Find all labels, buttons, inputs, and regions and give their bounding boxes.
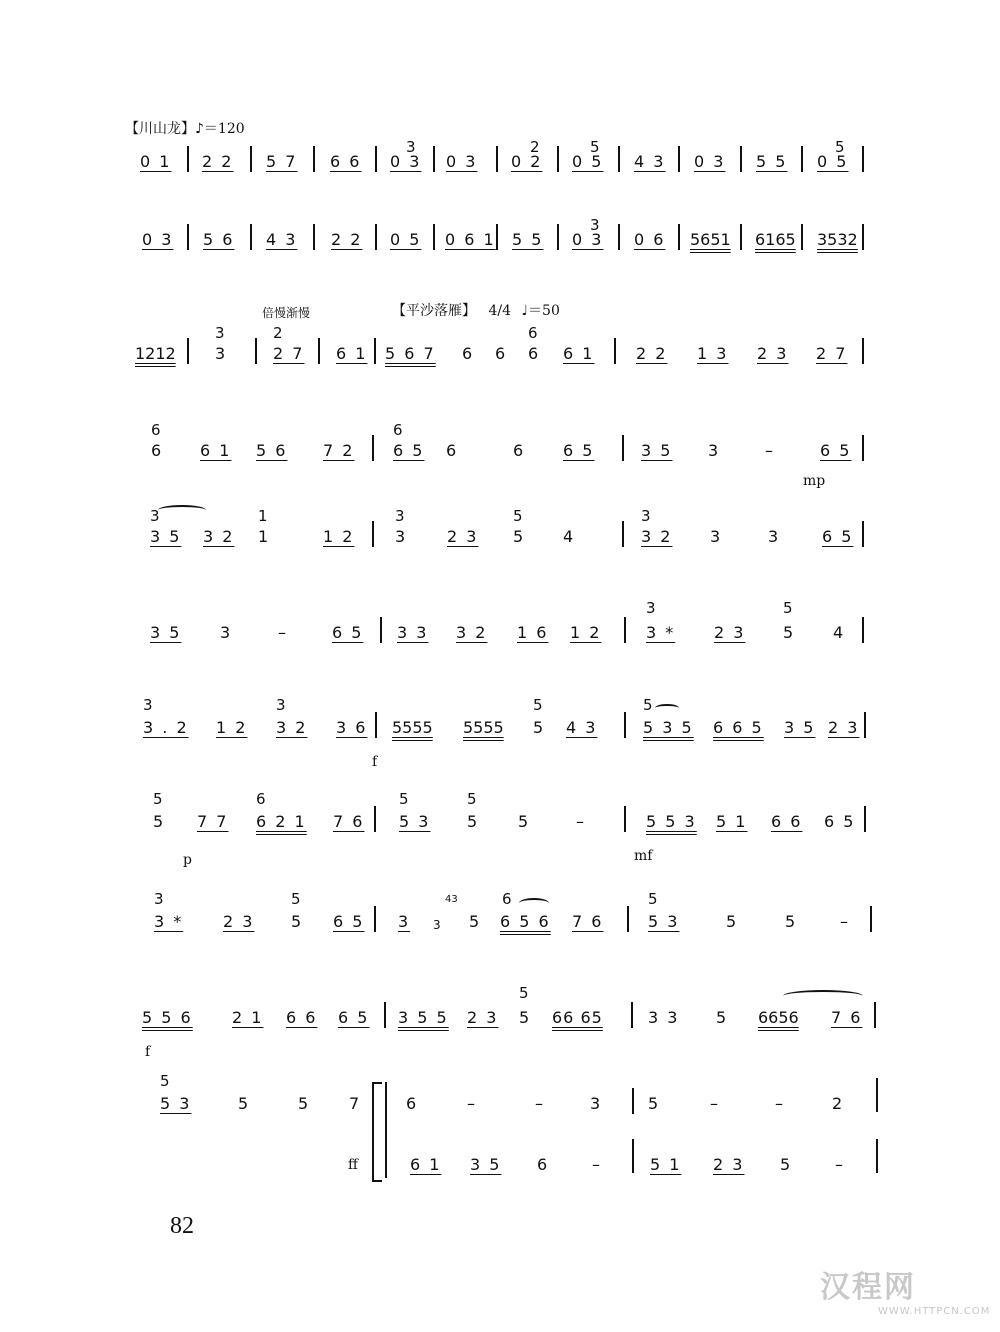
note-group: 6 5 — [333, 912, 365, 931]
upper-note: 5 — [648, 890, 658, 908]
note-group: 0 3 — [142, 230, 174, 249]
note-group: 0 3 — [572, 230, 604, 249]
note: 3 — [220, 623, 233, 642]
note-group: 6 6 — [286, 1008, 318, 1027]
note-group: 2 3 — [223, 912, 255, 931]
note-group: 3 5 — [150, 527, 182, 546]
note: 5 — [469, 912, 482, 931]
note-group: 5 6 — [256, 441, 288, 460]
upper-note: 6 — [393, 421, 403, 439]
note-group: 6 6 5 — [713, 718, 764, 737]
note-group: 6 6 — [771, 812, 803, 831]
note-group: 5 5 6 — [142, 1008, 193, 1027]
note-group: 6 5 — [393, 441, 425, 460]
note-group: 0 3 — [390, 152, 422, 171]
score-line — [0, 421, 1000, 489]
note-group: 3 2 — [456, 623, 488, 642]
note-group: 2 3 — [713, 1155, 745, 1174]
note-group: 3 2 — [276, 718, 308, 737]
note-group: 2 3 — [467, 1008, 499, 1027]
note: 5 — [780, 1155, 793, 1174]
note-group: 3 6 — [336, 718, 368, 737]
note-group: 3 2 — [641, 527, 673, 546]
upper-note: 2 — [273, 324, 283, 342]
note: 6 — [446, 441, 459, 460]
note-tremolo: 5 — [648, 1094, 661, 1113]
upper-note: 5 — [519, 984, 529, 1002]
score-line — [0, 507, 1000, 567]
note-group: 2 3 — [714, 623, 746, 642]
note-group: 1 2 — [570, 623, 602, 642]
note-group: 6 5 — [824, 812, 856, 831]
note-group: 0 1 — [140, 152, 172, 171]
note-group: 4 3 — [566, 718, 598, 737]
page-number: 82 — [170, 1213, 194, 1239]
score-line — [0, 324, 1000, 384]
note-group: 5 7 — [266, 152, 298, 171]
note-group: 7 7 — [197, 812, 229, 831]
note: 6 — [513, 441, 526, 460]
score-line — [0, 599, 1000, 663]
note: 4 — [833, 623, 846, 642]
rest-dash: – — [576, 812, 586, 831]
note-group: 3532 — [817, 230, 858, 249]
rest-dash: – — [278, 623, 288, 642]
note-group: 3 5 — [470, 1155, 502, 1174]
slur — [655, 704, 679, 712]
note: 5 — [716, 1008, 729, 1027]
note: 5 — [467, 812, 480, 831]
note-group: 6 5 — [338, 1008, 370, 1027]
note-tremolo: 6 — [406, 1094, 419, 1113]
note-group: 2 2 — [636, 344, 668, 363]
note: 3 — [768, 527, 781, 546]
note-group: 6 1 — [410, 1155, 442, 1174]
note-group: 7 2 — [323, 441, 355, 460]
upper-note: 5 — [399, 790, 409, 808]
note: 3 3 — [648, 1008, 680, 1027]
note-group: 6 5 — [820, 441, 852, 460]
note-group: 1 6 — [517, 623, 549, 642]
upper-note: 5 — [835, 138, 845, 156]
note-group: 0 3 — [446, 152, 478, 171]
note-group: 5651 — [690, 230, 731, 249]
note-group: 6 1 — [563, 344, 595, 363]
note: 5 — [291, 912, 304, 931]
upper-note: 1 — [258, 507, 268, 525]
score-line — [0, 1072, 1000, 1134]
score-line — [0, 138, 1000, 192]
tempo-mark: ♪＝120 — [195, 121, 245, 137]
note-group: 2 2 — [202, 152, 234, 171]
note: 5 — [785, 912, 798, 931]
upper-note: 2 — [530, 138, 540, 156]
section-header-1 — [125, 118, 245, 138]
upper-note: 5 — [291, 890, 301, 908]
note-group: 0 5 — [390, 230, 422, 249]
score-line — [0, 890, 1000, 952]
rest-dash: – — [710, 1094, 720, 1113]
rest-dash: – — [775, 1094, 785, 1113]
upper-note: 6 — [151, 421, 161, 439]
note-group: 3 3 — [397, 623, 429, 642]
note: 7 — [349, 1094, 362, 1113]
note-group: 1 3 — [697, 344, 729, 363]
note-group: 5 3 — [648, 912, 680, 931]
note: 5 — [298, 1094, 311, 1113]
dynamic-mark: p — [183, 852, 192, 868]
tempo-instruction: 倍慢渐慢 — [262, 306, 311, 320]
note-group: 6 5 — [332, 623, 364, 642]
tempo-mark: ♩＝50 — [521, 303, 560, 319]
note-group: 5 1 — [716, 812, 748, 831]
note-group: 66 65 — [552, 1008, 603, 1027]
note: 5 — [518, 812, 531, 831]
note-group: 5 3 — [160, 1094, 192, 1113]
grace-note: 3 — [433, 918, 443, 932]
score-line — [0, 696, 1000, 770]
note: 5 — [513, 527, 526, 546]
note-group: 5 5 — [512, 230, 544, 249]
note-group: 1212 — [135, 344, 176, 363]
upper-note: 6 — [256, 790, 266, 808]
score-line — [0, 216, 1000, 270]
note-group: 5 3 — [399, 812, 431, 831]
rest-dash: – — [840, 912, 850, 931]
upper-note: 3 — [150, 507, 160, 525]
note-group: 3 . 2 — [143, 718, 189, 737]
score-line — [0, 1155, 1000, 1195]
note-group: 3 5 — [784, 718, 816, 737]
note-group: 1 2 — [216, 718, 248, 737]
note: 6 — [537, 1155, 550, 1174]
section-title: 【平沙落雁】 — [392, 303, 476, 319]
note-group: 2 3 — [757, 344, 789, 363]
upper-note: 5 — [533, 696, 543, 714]
note-group: 5555 — [392, 718, 433, 737]
note-group: 6 1 — [200, 441, 232, 460]
note: 3 — [215, 344, 228, 363]
note: 5 — [153, 812, 166, 831]
watermark — [820, 1262, 990, 1317]
rest-dash: – — [535, 1094, 545, 1113]
note: 1 — [258, 527, 271, 546]
note-group: 0 3 — [694, 152, 726, 171]
slur — [519, 898, 549, 908]
rest-dash: – — [835, 1155, 845, 1174]
note-group: 7 6 — [333, 812, 365, 831]
note: 5 — [238, 1094, 251, 1113]
upper-note: 3 — [154, 890, 164, 908]
upper-note: 3 — [406, 138, 416, 156]
upper-note: 6 — [528, 324, 538, 342]
upper-note: 3 — [215, 324, 225, 342]
time-signature: 4/4 — [488, 303, 511, 319]
note-group: 6 5 — [822, 527, 854, 546]
note-group: 5555 — [463, 718, 504, 737]
upper-note: 3 — [590, 216, 600, 234]
section-title: 【川山龙】 — [125, 121, 195, 137]
upper-note: 5 — [783, 599, 793, 617]
upper-note: 3 — [143, 696, 153, 714]
upper-note: 5 — [590, 138, 600, 156]
note-group: 7 6 — [572, 912, 604, 931]
note-group: 0 2 — [511, 152, 543, 171]
note-group: 3 5 — [150, 623, 182, 642]
slur — [158, 505, 206, 515]
note: 3 — [708, 441, 721, 460]
note: 6 — [151, 441, 164, 460]
note: 4 — [563, 527, 576, 546]
rest-dash: – — [592, 1155, 602, 1174]
note-group: 2 2 — [331, 230, 363, 249]
note: 3 — [710, 527, 723, 546]
note-group: 6 5 6 — [500, 912, 551, 931]
note-group: 4 3 — [266, 230, 298, 249]
upper-note: 5 — [160, 1072, 170, 1090]
note-group: 2 7 — [273, 344, 305, 363]
section-header-2 — [392, 300, 560, 320]
note: 2 — [832, 1094, 845, 1113]
upper-note: 3 — [641, 507, 651, 525]
note-group: 6165 — [755, 230, 796, 249]
note-group: 0 6 — [634, 230, 666, 249]
note-group: 1 2 — [323, 527, 355, 546]
note-group: 5 6 7 — [385, 344, 436, 363]
note: 5 — [726, 912, 739, 931]
note: 3 — [590, 1094, 603, 1113]
note: 5 — [783, 623, 796, 642]
note-group: 3 * — [646, 623, 676, 642]
watermark-logo-text: 汉程网 — [820, 1270, 916, 1305]
rest-dash: – — [467, 1094, 477, 1113]
note: 3 — [395, 527, 408, 546]
dynamic-mark: mp — [803, 473, 826, 489]
note-group: 2 3 — [447, 527, 479, 546]
note: 3 — [398, 912, 411, 931]
score-line — [0, 984, 1000, 1060]
note-group: 3 2 — [203, 527, 235, 546]
upper-note: 6 — [502, 890, 512, 908]
note: 5 — [533, 718, 546, 737]
slur — [783, 990, 863, 1002]
note-group: 6 5 — [563, 441, 595, 460]
rest-dash: – — [765, 441, 775, 460]
dynamic-mark: ff — [348, 1157, 358, 1173]
upper-note: 3 — [276, 696, 286, 714]
note-group: 5 6 — [203, 230, 235, 249]
note-group: 6656 — [758, 1008, 799, 1027]
note-group: 3 5 5 — [398, 1008, 449, 1027]
upper-note: 3 — [646, 599, 656, 617]
note-group: 5 1 — [650, 1155, 682, 1174]
note-group: 5 5 3 — [646, 812, 697, 831]
note-group: 4 3 — [634, 152, 666, 171]
note-group: 6 6 — [330, 152, 362, 171]
upper-note: 5 — [467, 790, 477, 808]
watermark-url: WWW.HTTPCN.COM — [878, 1306, 991, 1317]
note-group: 0 5 — [817, 152, 849, 171]
note-group: 5 3 5 — [643, 718, 694, 737]
upper-note: 3 — [395, 507, 405, 525]
note: 5 — [519, 1008, 532, 1027]
upper-note: 5 — [513, 507, 523, 525]
note-group: 5 5 — [756, 152, 788, 171]
note-group: 2 7 — [816, 344, 848, 363]
upper-note: 5 — [153, 790, 163, 808]
note: 6 — [462, 344, 475, 363]
note-group: 2 3 — [828, 718, 860, 737]
note-group: 3 * — [154, 912, 184, 931]
score-line — [0, 790, 1000, 868]
note-group: 7 6 — [831, 1008, 863, 1027]
upper-note: 5 — [643, 696, 653, 714]
dynamic-mark: mf — [634, 848, 653, 864]
note-group: 0 5 — [572, 152, 604, 171]
dynamic-mark: f — [372, 754, 378, 770]
grace-upper: 43 — [445, 894, 458, 905]
note-group: 2 1 — [232, 1008, 264, 1027]
note-group: 3 5 — [641, 441, 673, 460]
note-group: 6 2 1 — [256, 812, 307, 831]
note-group: 0 6 1 — [445, 230, 496, 249]
dynamic-mark: f — [145, 1044, 151, 1060]
note: 6 — [495, 344, 508, 363]
note-group: 6 1 — [336, 344, 368, 363]
note: 6 — [528, 344, 541, 363]
